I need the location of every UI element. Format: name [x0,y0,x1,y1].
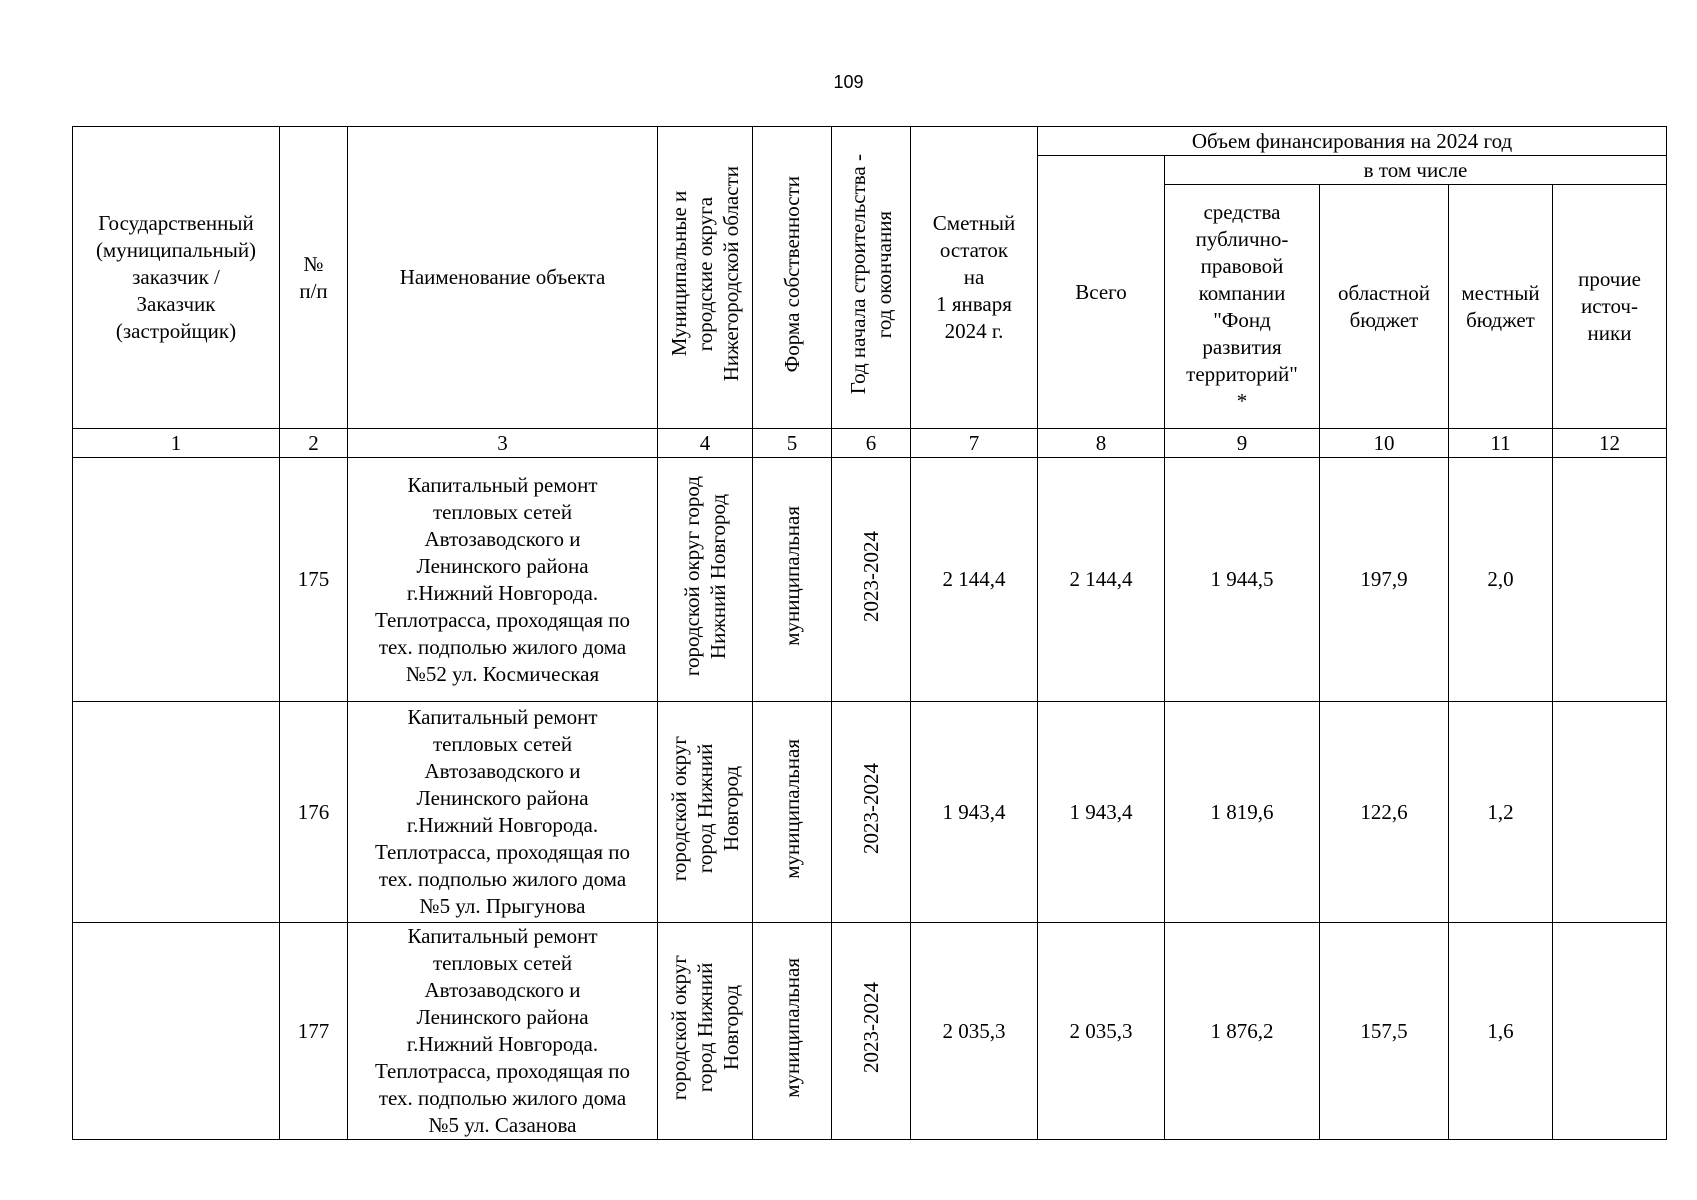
header-ownership-text: Форма собственности [780,175,804,373]
cell-ownership-text: муниципальная [780,738,804,879]
column-number: 5 [753,429,832,458]
cell-years-text: 2023-2024 [859,982,883,1073]
header-name: Наименование объекта [348,127,658,429]
cell-municipality-text: городской округ город Нижний Новгород [667,735,743,882]
cell-municipality [658,458,753,702]
cell-regional: 122,6 [1320,702,1449,923]
cell-years [832,923,911,1140]
column-number: 3 [348,429,658,458]
cell-municipality [658,702,753,923]
cell-num: 175 [280,458,348,702]
column-number: 9 [1165,429,1320,458]
column-number: 7 [911,429,1038,458]
cell-customer [73,923,280,1140]
cell-customer [73,458,280,702]
header-local: местный бюджет [1449,185,1553,429]
cell-regional: 197,9 [1320,458,1449,702]
cell-ownership [753,458,832,702]
cell-ownership-text: муниципальная [780,506,804,646]
header-num: № п/п [280,127,348,429]
cell-local: 1,6 [1449,923,1553,1140]
cell-other [1553,458,1667,702]
cell-municipality [658,923,753,1140]
header-years-text: Год начала строительства - год окончания [846,153,896,395]
header-including: в том числе [1165,156,1667,185]
cell-years [832,458,911,702]
cell-regional: 157,5 [1320,923,1449,1140]
financing-table [72,126,1667,1140]
column-numbers-row [73,429,1667,458]
table-row [73,702,1667,923]
cell-total: 2 035,3 [1038,923,1165,1140]
cell-fund: 1 819,6 [1165,702,1320,923]
cell-object-name: Капитальный ремонт тепловых сетей Автозаводского и Ленинского района г.Нижний Новгорода. Теплотрасса, проходящая по тех. подполью жилого дома №52 ул. Космическая [348,458,658,702]
cell-estimate: 2 144,4 [911,458,1038,702]
header-fund: средства публично- правовой компании "Фонд развития территорий" * [1165,185,1320,429]
cell-fund: 1 944,5 [1165,458,1320,702]
cell-total: 2 144,4 [1038,458,1165,702]
column-number: 10 [1320,429,1449,458]
cell-ownership [753,923,832,1140]
column-number: 6 [832,429,911,458]
cell-municipality-text: городской округ город Нижний Новгород [680,475,730,677]
cell-num: 176 [280,702,348,923]
header-financing: Объем финансирования на 2024 год [1038,127,1667,156]
cell-object-name: Капитальный ремонт тепловых сетей Автозаводского и Ленинского района г.Нижний Новгорода. Теплотрасса, проходящая по тех. подполью жилого дома №5 ул. Сазанова [348,923,658,1140]
cell-ownership-text: муниципальная [780,957,804,1098]
cell-years-text: 2023-2024 [859,763,883,854]
cell-estimate: 2 035,3 [911,923,1038,1140]
header-municipality [658,127,753,429]
cell-years-text: 2023-2024 [859,530,883,622]
header-other: прочие источ- ники [1553,185,1667,429]
cell-local: 1,2 [1449,702,1553,923]
column-number: 4 [658,429,753,458]
cell-other [1553,702,1667,923]
header-estimate: Сметный остаток на 1 января 2024 г. [911,127,1038,429]
header-ownership [753,127,832,429]
cell-estimate: 1 943,4 [911,702,1038,923]
cell-num: 177 [280,923,348,1140]
table-row [73,458,1667,702]
cell-local: 2,0 [1449,458,1553,702]
header-customer: Государственный (муниципальный) заказчик / Заказчик (застройщик) [73,127,280,429]
cell-ownership [753,702,832,923]
header-total: Всего [1038,156,1165,429]
column-number: 1 [73,429,280,458]
page-number: 109 [833,72,864,92]
table-row [73,923,1667,1140]
cell-object-name: Капитальный ремонт тепловых сетей Автозаводского и Ленинского района г.Нижний Новгорода. Теплотрасса, проходящая по тех. подполью жилого дома №5 ул. Прыгунова [348,702,658,923]
cell-other [1553,923,1667,1140]
column-number: 12 [1553,429,1667,458]
cell-years [832,702,911,923]
column-number: 2 [280,429,348,458]
column-number: 11 [1449,429,1553,458]
header-municipality-text: Муниципальные и городские округа Нижегородской области [667,166,743,382]
cell-total: 1 943,4 [1038,702,1165,923]
column-number: 8 [1038,429,1165,458]
header-regional: областной бюджет [1320,185,1449,429]
cell-customer [73,702,280,923]
header-years [832,127,911,429]
cell-fund: 1 876,2 [1165,923,1320,1140]
cell-municipality-text: городской округ город Нижний Новгород [667,954,743,1101]
